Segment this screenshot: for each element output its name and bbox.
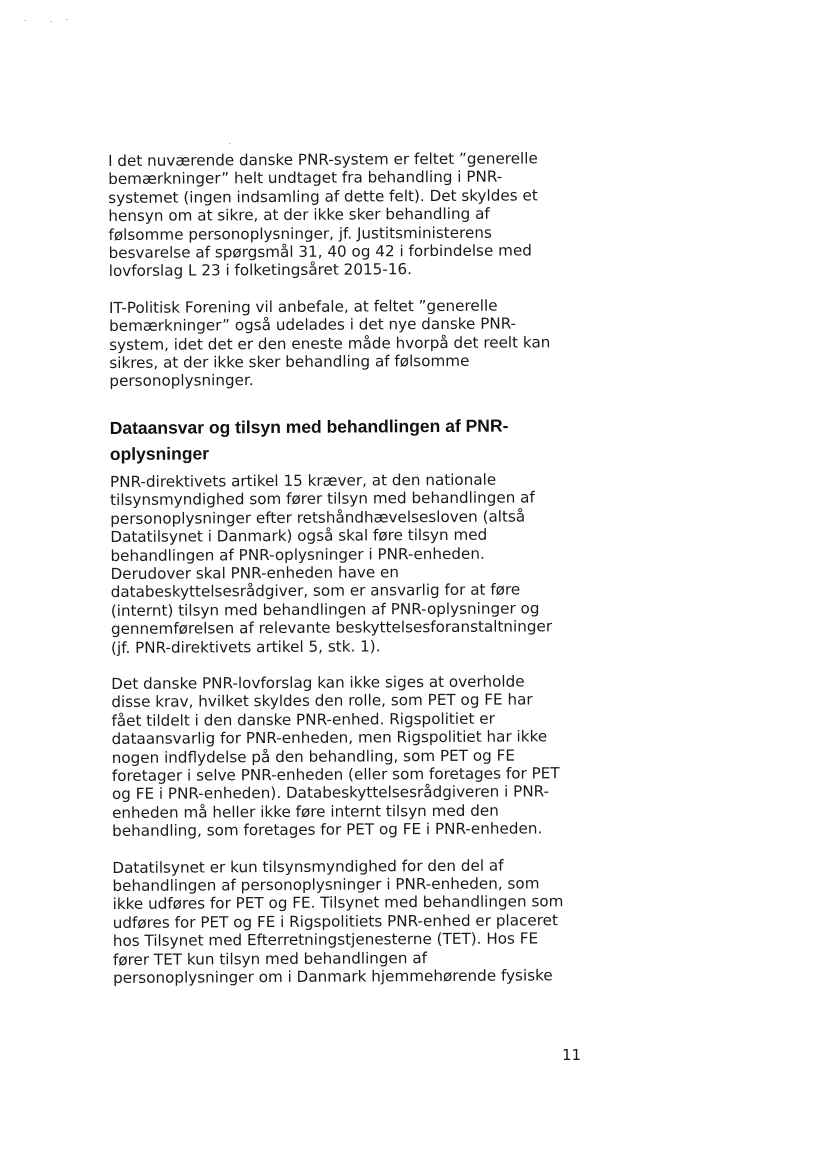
page-number: 11 [562, 1046, 582, 1064]
scan-speck [66, 19, 68, 20]
paragraph-article-15: PNR-direktivets artikel 15 kræver, at den nationale tilsynsmyndighed som fører tilsyn med behandlingen af personoplysninger efter retshåndhævelsesloven (altså Datatilsynet i Danmark) også skal føre tilsyn med behandlingen af PNR-oplysninger i PNR-enheden. Derudover skal PNR-enheden have en databeskyttelsesrådgiver, som er ansvarlig for at føre (internt) tilsyn med behandlingen af PNR-oplysninger og gennemførelsen af relevante beskyttelsesforanstaltninger (jf. PNR-direktivets artikel 5, stk. 1). [109, 470, 553, 657]
paragraph-datatilsynet: Datatilsynet er kun tilsynsmyndighed for den del af behandlingen af personoplysninger i PNR-enheden, som ikke udføres for PET og FE. Tilsynet med behandlingen som udføres for PET og FE i Rigspolitiets PNR-enhed er placeret hos Tilsynet med Efterretningstjenesterne (TET). Hos FE fører TET kun tilsyn med behandlingen af personoplysninger om i Danmark hjemmehørende fysiske [112, 856, 564, 988]
scan-speck [229, 143, 231, 144]
scan-speck [24, 20, 26, 21]
paragraph-recommendation: IT-Politisk Forening vil anbefale, at feltet ”generelle bemærkninger” også udelades i det nye danske PNR- system, idet det er den eneste måde hvorpå det reelt kan sikres, at der ikke sker behandling af følsomme personoplysninger. [108, 296, 551, 391]
text-column [108, 149, 593, 1005]
section-heading: Dataansvar og tilsyn med behandlingen af PNR- oplysninger [109, 415, 509, 464]
paragraph-danish-bill: Det danske PNR-lovforslag kan ikke siges at overholde disse krav, hvilket skyldes den rolle, som PET og FE har fået tildelt i den danske PNR-enhed. Rigspolitiet er dataansvarlig for PNR-enheden, men Rigspolitiet har ikke nogen indflydelse på den behandling, som PET og FE foretager i selve PNR-enheden (eller som foretages for PET og FE i PNR-enheden). Databeskyttelsesrådgiveren i PNR- enheden må heller ikke føre internt tilsyn med den behandling, som foretages for PET og FE i PNR-enheden. [111, 672, 560, 841]
paragraph-pnr-current-system: I det nuværende danske PNR-system er feltet ”generelle bemærkninger” helt undtaget fra behandling i PNR- systemet (ingen indsamling af dette felt). Det skyldes et hensyn om at sikre, at der ikke sker behandling af følsomme personoplysninger, jf. Justitsministerens besvarelse af spørgsmål 31, 40 og 42 i forbindelse med lovforslag L 23 i folketingsåret 2015-16. [108, 149, 538, 281]
scan-speck [50, 21, 52, 22]
